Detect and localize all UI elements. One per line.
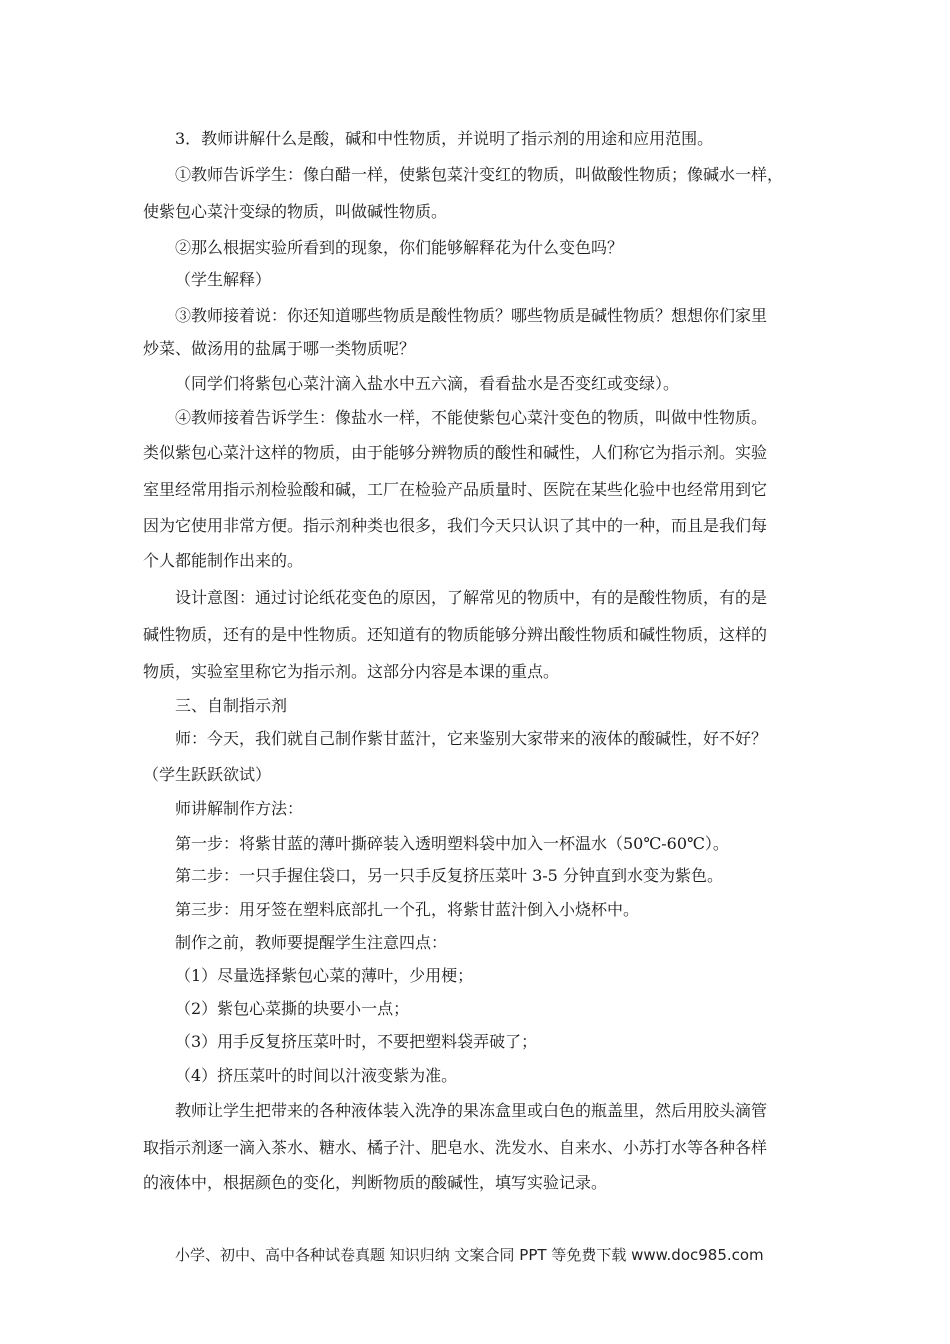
text-line: 室里经常用指示剂检验酸和碱，工厂在检验产品质量时、医院在某些化验中也经常用到它 (143, 480, 768, 499)
text-line: ④教师接着告诉学生：像盐水一样，不能使紫包心菜汁变色的物质，叫做中性物质。 (175, 408, 768, 427)
text-line: 师讲解制作方法： (175, 799, 304, 818)
text-line: ③教师接着说：你还知道哪些物质是酸性物质？哪些物质是碱性物质？想想你们家里 (175, 306, 768, 325)
text-line: 设计意图：通过讨论纸花变色的原因，了解常见的物质中，有的是酸性物质，有的是 (175, 588, 768, 607)
text-line: 教师让学生把带来的各种液体装入洗净的果冻盒里或白色的瓶盖里，然后用胶头滴管 (175, 1101, 768, 1120)
section-heading: 三、自制指示剂 (175, 696, 288, 715)
text-line: ①教师告诉学生：像白醋一样，使紫包菜汁变红的物质，叫做酸性物质；像碱水一样， (175, 165, 784, 184)
text-line: 师：今天，我们就自己制作紫甘蓝汁，它来鉴别大家带来的液体的酸碱性，好不好？ (175, 729, 768, 748)
list-item: （1）尽量选择紫包心菜的薄叶，少用梗； (175, 966, 474, 985)
text-line: （学生解释） (175, 270, 272, 289)
list-item: （2）紫包心菜撕的块要小一点； (175, 999, 410, 1018)
text-line: 的液体中，根据颜色的变化，判断物质的酸碱性，填写实验记录。 (143, 1173, 608, 1192)
text-line: 制作之前，教师要提醒学生注意四点： (175, 933, 448, 952)
text-line: 3．教师讲解什么是酸，碱和中性物质，并说明了指示剂的用途和应用范围。 (175, 129, 714, 148)
list-item: （4）挤压菜叶的时间以汁液变紫为准。 (175, 1066, 458, 1085)
text-line: 使紫包心菜汁变绿的物质，叫做碱性物质。 (143, 202, 448, 221)
text-line: 物质，实验室里称它为指示剂。这部分内容是本课的重点。 (143, 662, 560, 681)
text-line: 炒菜、做汤用的盐属于哪一类物质呢？ (143, 339, 416, 358)
list-item: （3）用手反复挤压菜叶时，不要把塑料袋弄破了； (175, 1032, 538, 1051)
text-line: 个人都能制作出来的。 (143, 551, 304, 570)
text-line: （同学们将紫包心菜汁滴入盐水中五六滴，看看盐水是否变红或变绿）。 (175, 374, 680, 393)
text-line: 类似紫包心菜汁这样的物质，由于能够分辨物质的酸性和碱性，人们称它为指示剂。实验 (143, 443, 768, 462)
text-line: ②那么根据实验所看到的现象，你们能够解释花为什么变色吗？ (175, 238, 624, 257)
text-line: 第二步：一只手握住袋口，另一只手反复挤压菜叶 3-5 分钟直到水变为紫色。 (175, 866, 723, 885)
text-line: 因为它使用非常方便。指示剂种类也很多，我们今天只认识了其中的一种，而且是我们每 (143, 516, 768, 535)
text-line: 第一步：将紫甘蓝的薄叶撕碎装入透明塑料袋中加入一杯温水（50℃-60℃）。 (175, 834, 729, 853)
text-line: 碱性物质，还有的是中性物质。还知道有的物质能够分辨出酸性物质和碱性物质，这样的 (143, 625, 768, 644)
page-footer: 小学、初中、高中各种试卷真题 知识归纳 文案合同 PPT 等免费下载 www.doc985.com (175, 1246, 764, 1264)
text-line: （学生跃跃欲试） (143, 765, 272, 784)
text-line: 取指示剂逐一滴入茶水、糖水、橘子汁、肥皂水、洗发水、自来水、小苏打水等各种各样 (143, 1138, 768, 1157)
text-line: 第三步：用牙签在塑料底部扎一个孔，将紫甘蓝汁倒入小烧杯中。 (175, 900, 640, 919)
